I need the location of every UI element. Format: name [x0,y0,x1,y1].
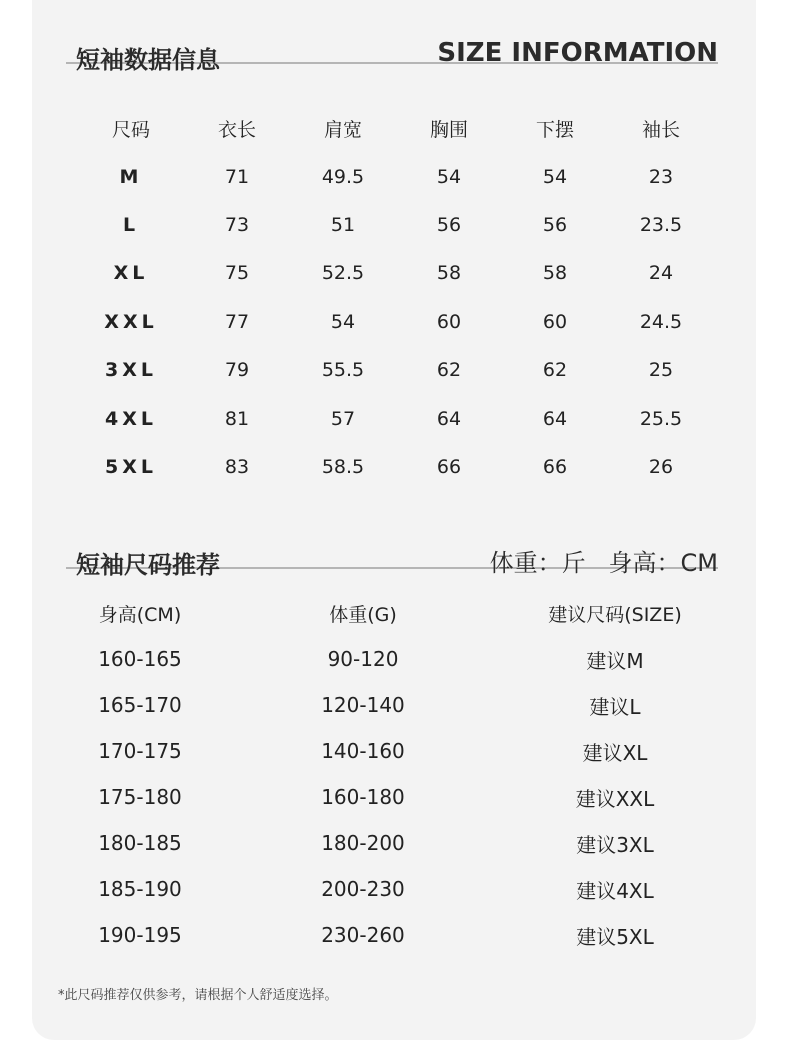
suggested-size-cell: 建议L [589,694,641,719]
recommend-table-header: 体重(G) [329,603,397,626]
size-table-header-row [78,104,714,152]
weight-cell: 140-160 [321,739,405,763]
size-table-header: 肩宽 [323,118,362,141]
table-cell: 25.5 [639,407,683,430]
size-table-header: 衣长 [217,118,256,141]
height-cell: 190-195 [98,923,182,947]
table-row [78,152,714,200]
table-cell: 56 [542,213,568,236]
table-cell: 23.5 [639,213,683,236]
disclaimer-note: *此尺码推荐仅供参考，请根据个人舒适度选择。 [58,988,338,1003]
weight-cell: 160-180 [321,785,405,809]
table-cell: 58 [436,262,462,285]
table-row [78,346,714,394]
size-cell: 4XL [105,407,157,430]
table-cell: 54 [436,165,462,188]
size-cell: XL [113,262,149,285]
size-cell: 3XL [105,359,157,382]
suggested-size-cell: 建议XL [582,740,648,765]
size-recommend-header [66,523,718,579]
size-table-header: 袖长 [641,118,680,141]
table-row [66,912,718,958]
table-row [66,636,718,682]
size-cell: L [122,213,140,236]
table-cell: 71 [224,165,250,188]
size-table-header: 下摆 [535,118,574,141]
height-cell: 185-190 [98,877,182,901]
height-cell: 165-170 [98,693,182,717]
recommend-table [66,590,718,958]
units-label: 体重：斤 身高：CM [489,549,718,577]
table-cell: 66 [436,455,462,478]
table-cell: 24 [648,262,674,285]
height-cell: 175-180 [98,785,182,809]
table-cell: 56 [436,213,462,236]
recommend-table-header-row [66,590,718,636]
table-cell: 66 [542,455,568,478]
size-info-title-en: SIZE INFORMATION [437,38,718,68]
height-cell: 160-165 [98,647,182,671]
table-row [66,774,718,820]
table-cell: 49.5 [321,165,365,188]
table-cell: 64 [542,407,568,430]
table-row [78,249,714,297]
suggested-size-cell: 建议4XL [576,878,654,903]
table-cell: 25 [648,359,674,382]
table-cell: 51 [330,213,356,236]
suggested-size-cell: 建议3XL [576,832,654,857]
weight-cell: 180-200 [321,831,405,855]
table-row [66,820,718,866]
table-cell: 77 [224,310,250,333]
table-cell: 83 [224,455,250,478]
table-row [78,298,714,346]
table-cell: 54 [330,310,356,333]
table-row [78,394,714,442]
size-recommend-title: 短袖尺码推荐 [76,551,220,579]
table-cell: 81 [224,407,250,430]
table-row [78,201,714,249]
size-cell: XXL [104,310,158,333]
table-cell: 54 [542,165,568,188]
table-cell: 52.5 [321,262,365,285]
table-cell: 62 [436,359,462,382]
size-info-title: 短袖数据信息 [76,46,220,74]
weight-cell: 230-260 [321,923,405,947]
weight-cell: 120-140 [321,693,405,717]
table-cell: 73 [224,213,250,236]
table-cell: 75 [224,262,250,285]
table-cell: 58.5 [321,455,365,478]
height-cell: 180-185 [98,831,182,855]
size-table-header: 尺码 [111,118,150,141]
height-cell: 170-175 [98,739,182,763]
table-row [66,728,718,774]
table-cell: 62 [542,359,568,382]
size-table-header: 胸围 [429,118,468,141]
table-row [66,682,718,728]
recommend-table-header: 建议尺码(SIZE) [548,603,682,626]
table-cell: 57 [330,407,356,430]
table-cell: 60 [542,310,568,333]
suggested-size-cell: 建议XXL [575,786,655,811]
table-cell: 60 [436,310,462,333]
recommend-table-header: 身高(CM) [98,603,182,626]
table-row [66,866,718,912]
size-info-header [66,18,718,74]
weight-cell: 200-230 [321,877,405,901]
weight-cell: 90-120 [327,647,399,671]
table-cell: 26 [648,455,674,478]
table-row [78,443,714,491]
size-table [78,104,714,491]
table-cell: 79 [224,359,250,382]
table-cell: 55.5 [321,359,365,382]
suggested-size-cell: 建议M [586,648,644,673]
table-cell: 58 [542,262,568,285]
size-cell: 5XL [105,455,157,478]
table-cell: 24.5 [639,310,683,333]
size-cell: M [119,165,143,188]
suggested-size-cell: 建议5XL [576,924,654,949]
table-cell: 23 [648,165,674,188]
table-cell: 64 [436,407,462,430]
